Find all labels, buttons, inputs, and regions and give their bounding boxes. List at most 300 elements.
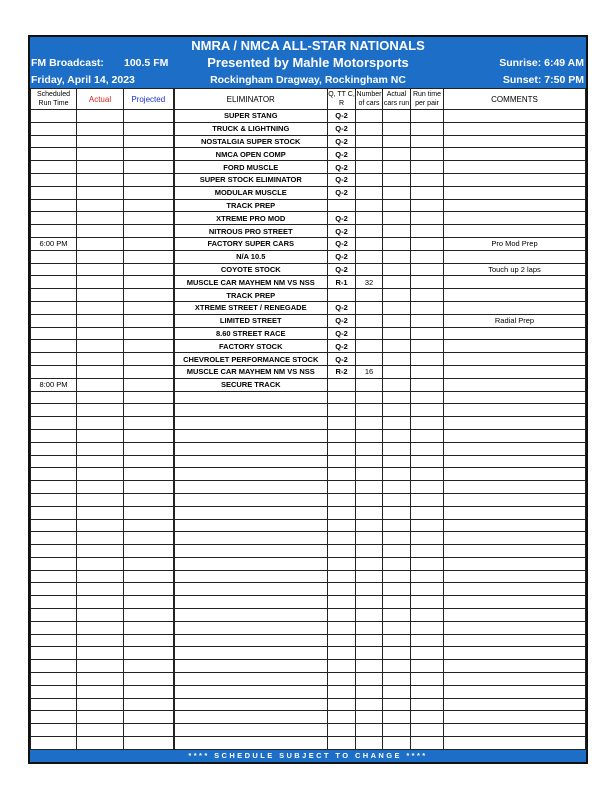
- number-of-cars: [356, 647, 383, 660]
- eliminator: [174, 532, 328, 545]
- projected-time: [124, 276, 174, 289]
- eliminator: [174, 660, 328, 673]
- eliminator: TRACK PREP: [174, 199, 328, 212]
- run-time-per-pair: [411, 237, 444, 250]
- number-of-cars: [356, 237, 383, 250]
- eliminator: [174, 685, 328, 698]
- comment: [444, 737, 586, 750]
- empty-row: [31, 724, 586, 737]
- q-code: [328, 199, 356, 212]
- comment: [444, 340, 586, 353]
- number-of-cars: [356, 199, 383, 212]
- eliminator: [174, 609, 328, 622]
- projected-time: [124, 468, 174, 481]
- comment: [444, 724, 586, 737]
- number-of-cars: [356, 289, 383, 302]
- actual-cars-run: [383, 468, 411, 481]
- actual-cars-run: [383, 724, 411, 737]
- run-time-per-pair: [411, 532, 444, 545]
- schedule-sheet: [28, 35, 588, 764]
- actual-cars-run: [383, 493, 411, 506]
- actual-time: [77, 698, 124, 711]
- actual-time: [77, 481, 124, 494]
- table-row: [31, 110, 586, 123]
- scheduled-time: [31, 327, 77, 340]
- eliminator: MUSCLE CAR MAYHEM NM VS NSS: [174, 365, 328, 378]
- actual-cars-run: [383, 199, 411, 212]
- q-code: [328, 442, 356, 455]
- run-time-per-pair: [411, 519, 444, 532]
- actual-cars-run: [383, 596, 411, 609]
- event-date: Friday, April 14, 2023: [31, 74, 135, 86]
- scheduled-time: [31, 186, 77, 199]
- empty-row: [31, 481, 586, 494]
- table-row: [31, 212, 586, 225]
- projected-time: [124, 545, 174, 558]
- eliminator: [174, 647, 328, 660]
- projected-time: [124, 583, 174, 596]
- run-time-per-pair: [411, 711, 444, 724]
- eliminator: NITROUS PRO STREET: [174, 225, 328, 238]
- actual-cars-run: [383, 314, 411, 327]
- q-code: [328, 660, 356, 673]
- scheduled-time: [31, 621, 77, 634]
- number-of-cars: [356, 173, 383, 186]
- run-time-per-pair: [411, 557, 444, 570]
- q-code: [328, 698, 356, 711]
- run-time-per-pair: [411, 429, 444, 442]
- run-time-per-pair: [411, 506, 444, 519]
- scheduled-time: [31, 506, 77, 519]
- comment: [444, 596, 586, 609]
- actual-cars-run: [383, 455, 411, 468]
- number-of-cars: [356, 148, 383, 161]
- actual-time: [77, 404, 124, 417]
- empty-row: [31, 685, 586, 698]
- comment: [444, 660, 586, 673]
- q-code: Q-2: [328, 161, 356, 174]
- q-code: [328, 417, 356, 430]
- scheduled-time: [31, 583, 77, 596]
- projected-time: [124, 327, 174, 340]
- actual-cars-run: [383, 737, 411, 750]
- run-time-per-pair: [411, 353, 444, 366]
- comment: [444, 378, 586, 391]
- number-of-cars: [356, 557, 383, 570]
- number-of-cars: [356, 340, 383, 353]
- empty-row: [31, 455, 586, 468]
- actual-time: [77, 186, 124, 199]
- actual-cars-run: [383, 417, 411, 430]
- scheduled-time: [31, 532, 77, 545]
- run-time-per-pair: [411, 481, 444, 494]
- actual-cars-run: [383, 378, 411, 391]
- table-row: [31, 289, 586, 302]
- scheduled-time: 8:00 PM: [31, 378, 77, 391]
- actual-time: [77, 237, 124, 250]
- actual-cars-run: [383, 327, 411, 340]
- comment: [444, 161, 586, 174]
- actual-time: [77, 660, 124, 673]
- number-of-cars: [356, 583, 383, 596]
- projected-time: [124, 225, 174, 238]
- actual-cars-run: [383, 225, 411, 238]
- table-row: [31, 276, 586, 289]
- actual-time: [77, 225, 124, 238]
- actual-cars-run: [383, 621, 411, 634]
- q-code: Q-2: [328, 135, 356, 148]
- run-time-per-pair: [411, 173, 444, 186]
- projected-time: [124, 404, 174, 417]
- run-time-per-pair: [411, 327, 444, 340]
- col-eliminator: ELIMINATOR: [174, 89, 328, 110]
- actual-cars-run: [383, 212, 411, 225]
- actual-time: [77, 647, 124, 660]
- run-time-per-pair: [411, 225, 444, 238]
- actual-time: [77, 634, 124, 647]
- q-code: Q-2: [328, 173, 356, 186]
- projected-time: [124, 673, 174, 686]
- empty-row: [31, 583, 586, 596]
- eliminator: [174, 596, 328, 609]
- number-of-cars: [356, 442, 383, 455]
- number-of-cars: [356, 596, 383, 609]
- eliminator: LIMITED STREET: [174, 314, 328, 327]
- actual-cars-run: [383, 340, 411, 353]
- scheduled-time: [31, 391, 77, 404]
- number-of-cars: [356, 301, 383, 314]
- q-code: [328, 609, 356, 622]
- number-of-cars: [356, 378, 383, 391]
- comment: [444, 685, 586, 698]
- number-of-cars: [356, 417, 383, 430]
- number-of-cars: [356, 481, 383, 494]
- comment: [444, 327, 586, 340]
- scheduled-time: [31, 545, 77, 558]
- number-of-cars: [356, 711, 383, 724]
- empty-row: [31, 660, 586, 673]
- col-run-time: Run time per pair: [411, 89, 444, 110]
- number-of-cars: [356, 698, 383, 711]
- projected-time: [124, 391, 174, 404]
- comment: [444, 532, 586, 545]
- table-row: [31, 161, 586, 174]
- empty-row: [31, 673, 586, 686]
- run-time-per-pair: [411, 442, 444, 455]
- actual-time: [77, 378, 124, 391]
- empty-row: [31, 557, 586, 570]
- actual-time: [77, 442, 124, 455]
- empty-row: [31, 493, 586, 506]
- q-code: Q-2: [328, 340, 356, 353]
- projected-time: [124, 724, 174, 737]
- comment: [444, 673, 586, 686]
- q-code: Q-2: [328, 327, 356, 340]
- projected-time: [124, 506, 174, 519]
- comment: [444, 186, 586, 199]
- run-time-per-pair: [411, 122, 444, 135]
- actual-time: [77, 161, 124, 174]
- empty-row: [31, 417, 586, 430]
- projected-time: [124, 519, 174, 532]
- number-of-cars: [356, 212, 383, 225]
- projected-time: [124, 429, 174, 442]
- number-of-cars: [356, 532, 383, 545]
- table-row: [31, 250, 586, 263]
- run-time-per-pair: [411, 186, 444, 199]
- actual-cars-run: [383, 173, 411, 186]
- run-time-per-pair: [411, 596, 444, 609]
- actual-time: [77, 583, 124, 596]
- number-of-cars: [356, 506, 383, 519]
- actual-time: [77, 609, 124, 622]
- eliminator: COYOTE STOCK: [174, 263, 328, 276]
- scheduled-time: [31, 519, 77, 532]
- scheduled-time: [31, 429, 77, 442]
- schedule-table: [30, 88, 586, 750]
- comment: [444, 391, 586, 404]
- eliminator: XTREME PRO MOD: [174, 212, 328, 225]
- run-time-per-pair: [411, 301, 444, 314]
- number-of-cars: [356, 353, 383, 366]
- number-of-cars: [356, 225, 383, 238]
- comment: [444, 365, 586, 378]
- actual-cars-run: [383, 583, 411, 596]
- number-of-cars: [356, 404, 383, 417]
- actual-cars-run: [383, 570, 411, 583]
- projected-time: [124, 481, 174, 494]
- q-code: R-2: [328, 365, 356, 378]
- scheduled-time: [31, 442, 77, 455]
- q-code: [328, 557, 356, 570]
- empty-row: [31, 429, 586, 442]
- comment: [444, 212, 586, 225]
- actual-time: [77, 110, 124, 123]
- comment: Pro Mod Prep: [444, 237, 586, 250]
- run-time-per-pair: [411, 199, 444, 212]
- q-code: Q-2: [328, 122, 356, 135]
- col-actual: Actual: [77, 89, 124, 110]
- event-title: NMRA / NMCA ALL-STAR NATIONALS: [191, 38, 425, 53]
- run-time-per-pair: [411, 263, 444, 276]
- q-code: Q-2: [328, 314, 356, 327]
- actual-cars-run: [383, 545, 411, 558]
- q-code: [328, 711, 356, 724]
- number-of-cars: 16: [356, 365, 383, 378]
- q-code: [328, 429, 356, 442]
- actual-cars-run: [383, 609, 411, 622]
- actual-cars-run: [383, 391, 411, 404]
- comment: [444, 122, 586, 135]
- q-code: Q-2: [328, 353, 356, 366]
- comment: [444, 173, 586, 186]
- actual-time: [77, 340, 124, 353]
- eliminator: [174, 570, 328, 583]
- projected-time: [124, 532, 174, 545]
- actual-cars-run: [383, 161, 411, 174]
- eliminator: [174, 711, 328, 724]
- actual-time: [77, 673, 124, 686]
- number-of-cars: [356, 455, 383, 468]
- q-code: Q-2: [328, 212, 356, 225]
- eliminator: [174, 468, 328, 481]
- actual-time: [77, 353, 124, 366]
- actual-time: [77, 417, 124, 430]
- scheduled-time: [31, 314, 77, 327]
- actual-time: [77, 148, 124, 161]
- eliminator: [174, 545, 328, 558]
- actual-cars-run: [383, 110, 411, 123]
- number-of-cars: [356, 685, 383, 698]
- run-time-per-pair: [411, 161, 444, 174]
- number-of-cars: [356, 493, 383, 506]
- actual-time: [77, 135, 124, 148]
- table-row: [31, 301, 586, 314]
- actual-time: [77, 122, 124, 135]
- projected-time: [124, 186, 174, 199]
- eliminator: [174, 583, 328, 596]
- table-row: [31, 365, 586, 378]
- eliminator: [174, 429, 328, 442]
- actual-cars-run: [383, 519, 411, 532]
- run-time-per-pair: [411, 698, 444, 711]
- actual-cars-run: [383, 237, 411, 250]
- eliminator: FORD MUSCLE: [174, 161, 328, 174]
- eliminator: SECURE TRACK: [174, 378, 328, 391]
- q-code: [328, 468, 356, 481]
- actual-cars-run: [383, 506, 411, 519]
- sunset: Sunset: 7:50 PM: [502, 74, 584, 86]
- actual-time: [77, 737, 124, 750]
- projected-time: [124, 250, 174, 263]
- comment: [444, 621, 586, 634]
- q-code: [328, 724, 356, 737]
- eliminator: MUSCLE CAR MAYHEM NM VS NSS: [174, 276, 328, 289]
- eliminator: SUPER STOCK ELIMINATOR: [174, 173, 328, 186]
- q-code: [328, 596, 356, 609]
- comment: [444, 468, 586, 481]
- projected-time: [124, 711, 174, 724]
- scheduled-time: [31, 122, 77, 135]
- run-time-per-pair: [411, 417, 444, 430]
- eliminator: [174, 557, 328, 570]
- scheduled-time: [31, 404, 77, 417]
- comment: [444, 455, 586, 468]
- scheduled-time: [31, 301, 77, 314]
- run-time-per-pair: [411, 724, 444, 737]
- q-code: Q-2: [328, 110, 356, 123]
- scheduled-time: [31, 596, 77, 609]
- actual-time: [77, 532, 124, 545]
- projected-time: [124, 237, 174, 250]
- scheduled-time: 6:00 PM: [31, 237, 77, 250]
- projected-time: [124, 660, 174, 673]
- comment: [444, 110, 586, 123]
- number-of-cars: [356, 519, 383, 532]
- actual-cars-run: [383, 263, 411, 276]
- run-time-per-pair: [411, 314, 444, 327]
- comment: [444, 583, 586, 596]
- comment: [444, 609, 586, 622]
- eliminator: [174, 493, 328, 506]
- run-time-per-pair: [411, 660, 444, 673]
- eliminator: 8.60 STREET RACE: [174, 327, 328, 340]
- comment: [444, 634, 586, 647]
- run-time-per-pair: [411, 570, 444, 583]
- comment: [444, 506, 586, 519]
- projected-time: [124, 634, 174, 647]
- q-code: [328, 455, 356, 468]
- projected-time: [124, 378, 174, 391]
- number-of-cars: [356, 673, 383, 686]
- scheduled-time: [31, 698, 77, 711]
- eliminator: [174, 621, 328, 634]
- actual-time: [77, 519, 124, 532]
- scheduled-time: [31, 634, 77, 647]
- actual-cars-run: [383, 135, 411, 148]
- eliminator: [174, 481, 328, 494]
- scheduled-time: [31, 353, 77, 366]
- comment: [444, 557, 586, 570]
- eliminator: FACTORY SUPER CARS: [174, 237, 328, 250]
- actual-time: [77, 199, 124, 212]
- actual-cars-run: [383, 698, 411, 711]
- projected-time: [124, 301, 174, 314]
- number-of-cars: [356, 468, 383, 481]
- actual-time: [77, 724, 124, 737]
- q-code: [328, 519, 356, 532]
- eliminator: N/A 10.5: [174, 250, 328, 263]
- col-number: Number of cars: [356, 89, 383, 110]
- table-row: [31, 237, 586, 250]
- number-of-cars: [356, 391, 383, 404]
- run-time-per-pair: [411, 621, 444, 634]
- actual-time: [77, 493, 124, 506]
- scheduled-time: [31, 263, 77, 276]
- eliminator: NOSTALGIA SUPER STOCK: [174, 135, 328, 148]
- col-q: Q, TT C, R: [328, 89, 356, 110]
- table-row: [31, 173, 586, 186]
- actual-cars-run: [383, 442, 411, 455]
- projected-time: [124, 161, 174, 174]
- number-of-cars: [356, 314, 383, 327]
- empty-row: [31, 570, 586, 583]
- eliminator: [174, 455, 328, 468]
- actual-time: [77, 621, 124, 634]
- q-code: [328, 391, 356, 404]
- scheduled-time: [31, 289, 77, 302]
- comment: [444, 276, 586, 289]
- number-of-cars: [356, 122, 383, 135]
- comment: [444, 301, 586, 314]
- run-time-per-pair: [411, 737, 444, 750]
- projected-time: [124, 212, 174, 225]
- eliminator: [174, 506, 328, 519]
- run-time-per-pair: [411, 378, 444, 391]
- footer-banner: **** SCHEDULE SUBJECT TO CHANGE ****: [30, 750, 586, 762]
- empty-row: [31, 519, 586, 532]
- actual-cars-run: [383, 481, 411, 494]
- run-time-per-pair: [411, 340, 444, 353]
- empty-row: [31, 647, 586, 660]
- projected-time: [124, 698, 174, 711]
- projected-time: [124, 340, 174, 353]
- comment: [444, 647, 586, 660]
- header-banner: [30, 37, 586, 88]
- table-row: [31, 378, 586, 391]
- comment: [444, 135, 586, 148]
- eliminator: [174, 737, 328, 750]
